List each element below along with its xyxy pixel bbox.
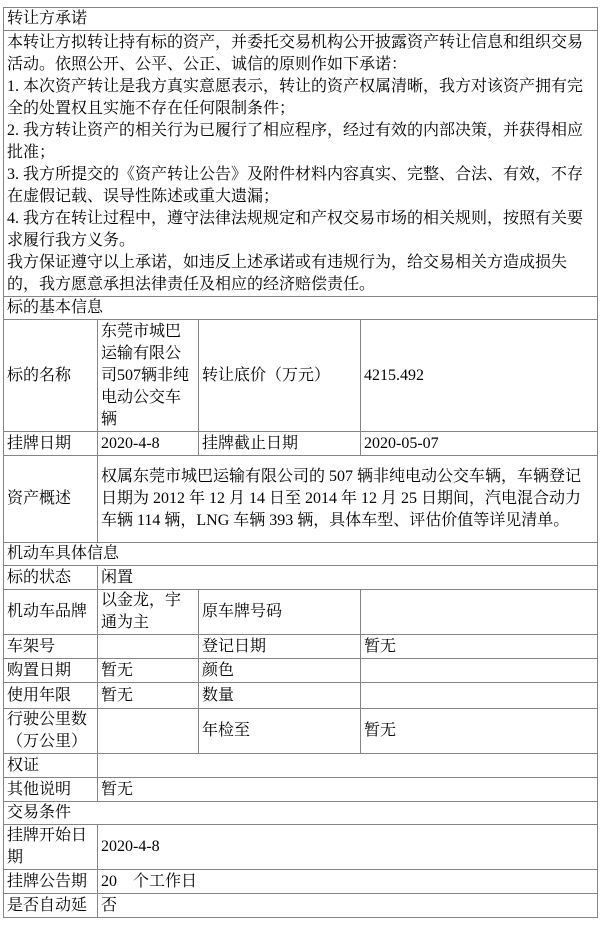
vehicle-brand-value: 以金龙，宇通为主 (98, 590, 199, 635)
original-plate-value (361, 590, 598, 635)
inspection-until-value: 暂无 (361, 709, 598, 754)
listing-start-date-label: 挂牌开始日期 (4, 825, 98, 870)
commitment-body-row (4, 31, 598, 297)
other-notes-row (4, 778, 598, 802)
notice-period-value: 20 个工作日 (98, 870, 598, 894)
listing-deadline-value: 2020-05-07 (361, 432, 598, 456)
floor-price-value: 4215.492 (361, 320, 598, 432)
listing-date-value: 2020-4-8 (98, 432, 199, 456)
inspection-until-label: 年检至 (199, 709, 361, 754)
auto-extension-label: 是否自动延 (4, 894, 98, 918)
trade-conditions-section-title: 交易条件 (4, 802, 598, 825)
basic-info-section-title: 标的基本信息 (4, 297, 598, 320)
purchase-date-label: 购置日期 (4, 659, 98, 683)
vehicle-info-section-title: 机动车具体信息 (4, 543, 598, 566)
registration-date-label: 登记日期 (199, 635, 361, 659)
listing-date-row (4, 432, 598, 456)
auto-extension-value: 否 (98, 894, 598, 918)
commitment-paragraph-2: 2. 我方转让资产的相关行为已履行了相应程序，经过有效的内部决策，并获得相应批准； (7, 121, 584, 161)
asset-overview-label: 资产概述 (4, 456, 98, 543)
warrant-value (98, 754, 598, 778)
service-life-row (4, 683, 598, 709)
commitment-paragraph-4: 4. 我方在转让过程中，遵守法律法规规定和产权交易市场的相关规则，按照有关要求履行我方义务。 (7, 209, 584, 249)
notice-period-label: 挂牌公告期 (4, 870, 98, 894)
notice-period-row (4, 870, 598, 894)
vehicle-brand-row (4, 590, 598, 635)
subject-name-value: 东莞市城巴运输有限公司507辆非纯电动公交车辆 (98, 320, 199, 432)
warrant-row (4, 754, 598, 778)
listing-start-date-value: 2020-4-8 (98, 825, 598, 870)
auto-extension-row (4, 894, 598, 918)
basic-info-section-row (4, 297, 598, 320)
mileage-label: 行驶公里数（万公里） (4, 709, 98, 754)
quantity-value (361, 683, 598, 709)
commitment-paragraph-3: 3. 我方所提交的《资产转让公告》及附件材料内容真实、完整、合法、有效，不存在虚假记载、误导性陈述或重大遗漏； (7, 165, 584, 205)
color-value (361, 659, 598, 683)
subject-status-label: 标的状态 (4, 566, 98, 590)
vehicle-info-section-row (4, 543, 598, 566)
mileage-value (98, 709, 199, 754)
listing-date-label: 挂牌日期 (4, 432, 98, 456)
other-notes-value: 暂无 (98, 778, 598, 802)
listing-start-date-row (4, 825, 598, 870)
subject-status-value: 闲置 (98, 566, 598, 590)
commitment-paragraph-intro: 本转让方拟转让持有标的资产，并委托交易机构公开披露资产转让信息和组织交易活动。依照公开、公平、公正、诚信的原则作如下承诺： (7, 33, 584, 73)
asset-overview-row (4, 456, 598, 543)
commitment-paragraph-1: 1. 本次资产转让是我方真实意愿表示，转让的资产权属清晰，我方对该资产拥有完全的处置权且实施不存在任何限制条件； (7, 77, 584, 117)
commitment-title-row (4, 8, 598, 31)
purchase-date-value: 暂无 (98, 659, 199, 683)
commitment-paragraph-closing: 我方保证遵守以上承诺，如违反上述承诺或有违规行为，给交易相关方造成损失的，我方愿意承担法律责任及相应的经济赔偿责任。 (7, 253, 568, 293)
asset-overview-value: 权属东莞市城巴运输有限公司的 507 辆非纯电动公交车辆，车辆登记日期为 2012 年 12 月 14 日至 2014 年 12 月 25 日期间，汽电混合动力车辆 114 辆，LNG 车辆 393 辆，具体车型、评估价值等详见清单。 (98, 456, 598, 543)
subject-status-row (4, 566, 598, 590)
asset-transfer-table (3, 7, 598, 918)
vin-row (4, 635, 598, 659)
mileage-row (4, 709, 598, 754)
service-life-label: 使用年限 (4, 683, 98, 709)
original-plate-label: 原车牌号码 (199, 590, 361, 635)
vehicle-brand-label: 机动车品牌 (4, 590, 98, 635)
other-notes-label: 其他说明 (4, 778, 98, 802)
purchase-date-row (4, 659, 598, 683)
vin-value (98, 635, 199, 659)
registration-date-value: 暂无 (361, 635, 598, 659)
service-life-value: 暂无 (98, 683, 199, 709)
listing-deadline-label: 挂牌截止日期 (199, 432, 361, 456)
subject-name-label: 标的名称 (4, 320, 98, 432)
commitment-body (4, 31, 598, 297)
color-label: 颜色 (199, 659, 361, 683)
warrant-label: 权证 (4, 754, 98, 778)
quantity-label: 数量 (199, 683, 361, 709)
trade-conditions-section-row (4, 802, 598, 825)
subject-name-row (4, 320, 598, 432)
commitment-title: 转让方承诺 (4, 8, 598, 31)
vin-label: 车架号 (4, 635, 98, 659)
floor-price-label: 转让底价（万元） (199, 320, 361, 432)
